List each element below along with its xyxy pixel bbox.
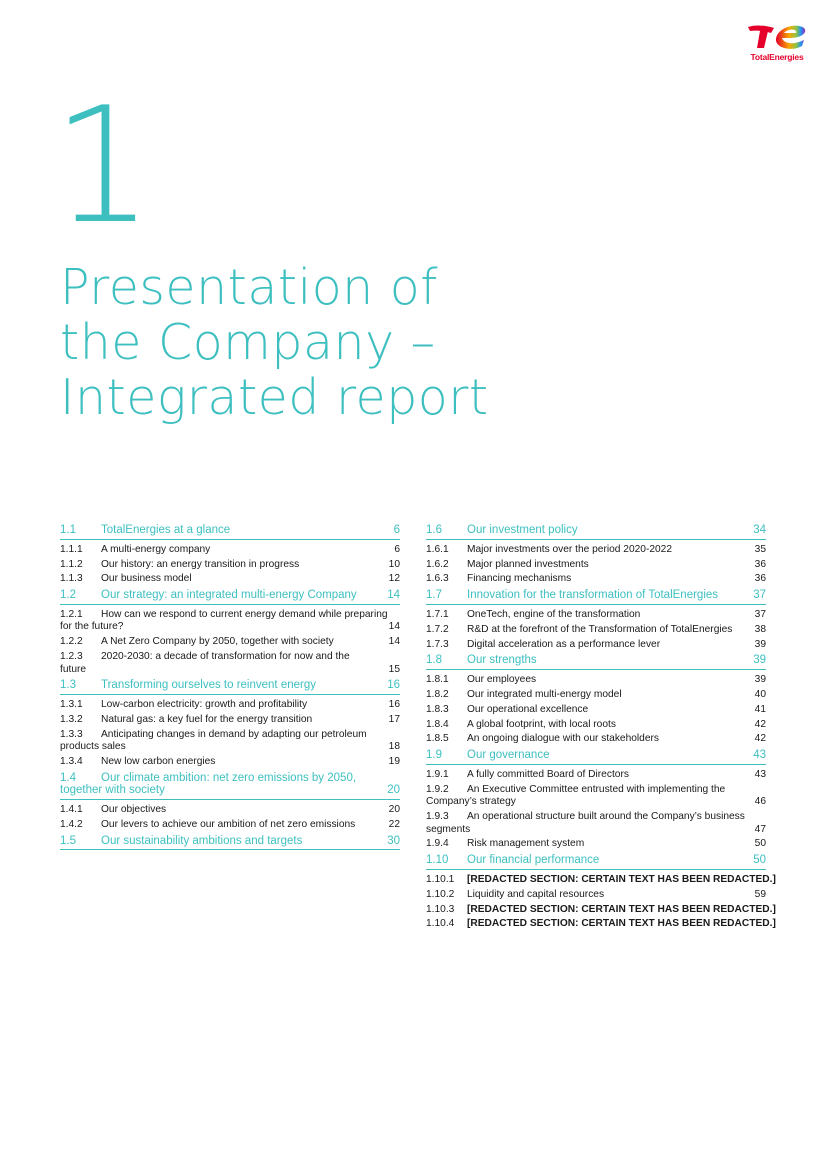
- toc-page: 6: [393, 524, 400, 536]
- toc-number: 1.5: [60, 834, 76, 847]
- toc-page: 50: [753, 854, 766, 867]
- toc-number: 1.10.4: [426, 918, 455, 930]
- toc-page: 14: [388, 621, 400, 633]
- toc-left-column: [60, 522, 400, 850]
- toc-number: 1.3.2: [60, 713, 83, 725]
- toc-page: 37: [753, 589, 766, 602]
- toc-title: TotalEnergies at a glance: [101, 524, 231, 536]
- toc-title: Our sustainability ambitions and targets: [101, 834, 303, 847]
- toc-page: 36: [754, 573, 766, 585]
- toc-item[interactable]: [426, 557, 766, 572]
- toc-page: 10: [388, 558, 400, 570]
- toc-number: 1.4.1: [60, 803, 83, 815]
- toc-item[interactable]: [426, 888, 766, 903]
- toc-section[interactable]: [60, 833, 400, 851]
- toc-number: 1.7.1: [426, 608, 449, 620]
- toc-title: R&D at the forefront of the Transformation of TotalEnergies: [467, 623, 733, 635]
- toc-item[interactable]: [426, 703, 766, 718]
- toc-item[interactable]: [426, 673, 766, 688]
- toc-title: A Net Zero Company by 2050, together with society: [101, 636, 334, 648]
- toc-title: Liquidity and capital resources: [467, 888, 605, 900]
- toc-title: Our objectives: [101, 803, 167, 815]
- totalenergies-logo: [746, 18, 808, 64]
- chapter-title-line: Presentation of: [60, 259, 439, 316]
- toc-page: 50: [754, 838, 766, 850]
- toc-item[interactable]: [426, 717, 766, 732]
- toc-item[interactable]: [426, 608, 766, 623]
- toc-item[interactable]: [426, 543, 766, 558]
- toc-number: 1.6.2: [426, 558, 449, 570]
- toc-item[interactable]: [426, 768, 766, 783]
- toc-page: 42: [754, 718, 766, 730]
- toc-title: Our integrated multi-energy model: [467, 688, 622, 700]
- toc-number: 1.4: [60, 771, 76, 784]
- toc-item[interactable]: [60, 755, 400, 770]
- chapter-title: [60, 260, 489, 425]
- toc-page: 34: [753, 524, 766, 536]
- toc-number: 1.8: [426, 654, 442, 667]
- toc-title: Innovation for the transformation of TotalEnergies: [467, 589, 719, 602]
- toc-title: Our operational excellence: [467, 703, 589, 715]
- toc-page: 39: [754, 638, 766, 650]
- toc-item[interactable]: [426, 572, 766, 587]
- toc-title: Major planned investments: [467, 558, 589, 570]
- toc-number: 1.9.2: [426, 783, 449, 795]
- toc-page: 42: [754, 733, 766, 745]
- toc-section[interactable]: [60, 587, 400, 605]
- toc-page: 20: [387, 784, 400, 797]
- toc-page: 41: [754, 703, 766, 715]
- toc-page: 43: [753, 749, 766, 762]
- toc-section[interactable]: [60, 677, 400, 695]
- toc-title: A fully committed Board of Directors: [467, 768, 629, 780]
- toc-number: 1.9: [426, 749, 442, 762]
- toc-number: 1.3.4: [60, 756, 83, 768]
- toc-number: 1.3: [60, 679, 76, 692]
- toc-page: 36: [754, 558, 766, 570]
- toc-title: Low-carbon electricity: growth and profitability: [101, 698, 308, 710]
- toc-number: 1.1.2: [60, 558, 83, 570]
- toc-number: 1.8.4: [426, 718, 449, 730]
- toc-page: 59: [754, 888, 766, 900]
- toc-number: 1.9.4: [426, 838, 449, 850]
- toc-right-column: [426, 522, 776, 932]
- toc-page: 38: [754, 623, 766, 635]
- toc-title: Financing mechanisms: [467, 573, 572, 585]
- toc-title: Our climate ambition: net zero emissions by 2050, together with society: [60, 771, 357, 797]
- toc-item[interactable]: [60, 728, 400, 755]
- toc-number: 1.10.3: [426, 903, 455, 915]
- toc-title: Our financial performance: [467, 854, 600, 867]
- toc-item[interactable]: [426, 902, 776, 917]
- toc-number: 1.7: [426, 589, 442, 602]
- toc-page: 16: [387, 679, 400, 692]
- toc-page: 39: [753, 654, 766, 667]
- toc-number: 1.2: [60, 589, 76, 602]
- toc-number: 1.10.1: [426, 873, 455, 885]
- toc-item[interactable]: [60, 543, 400, 558]
- toc-number: 1.9.3: [426, 811, 449, 823]
- toc-title: Our governance: [467, 749, 550, 762]
- toc-number: 1.7.3: [426, 638, 449, 650]
- toc-section[interactable]: [426, 587, 766, 605]
- toc-title: [REDACTED SECTION: CERTAIN TEXT HAS BEEN REDACTED.]: [467, 918, 776, 930]
- toc-number: 1.8.3: [426, 703, 449, 715]
- logo-wordmark: TotalEnergies: [750, 52, 804, 62]
- toc-number: 1.9.1: [426, 768, 449, 780]
- toc-number: 1.6: [426, 524, 442, 536]
- toc-page: 22: [388, 818, 400, 830]
- toc-page: 20: [388, 803, 400, 815]
- toc-item[interactable]: [426, 783, 766, 810]
- chapter-title-line: the Company –: [60, 314, 436, 371]
- toc-item[interactable]: [60, 572, 400, 587]
- toc-number: 1.8.2: [426, 688, 449, 700]
- toc-title: Risk management system: [467, 838, 585, 850]
- toc-section[interactable]: [60, 770, 400, 800]
- toc-title: Digital acceleration as a performance lever: [467, 638, 661, 650]
- toc-section[interactable]: [426, 747, 766, 765]
- toc-title: Anticipating changes in demand by adapting our petroleum products sales: [60, 728, 367, 753]
- toc-title: An ongoing dialogue with our stakeholders: [467, 733, 659, 745]
- toc-item[interactable]: [60, 650, 400, 677]
- toc-page: 6: [394, 543, 400, 555]
- toc-title: Our history: an energy transition in progress: [101, 558, 300, 570]
- toc-title: Natural gas: a key fuel for the energy transition: [101, 713, 313, 725]
- toc-number: 1.2.1: [60, 608, 83, 620]
- toc-page: 19: [388, 756, 400, 768]
- toc-title: Our investment policy: [467, 524, 578, 536]
- chapter-number: 1: [52, 72, 154, 259]
- toc-title: Our levers to achieve our ambition of net zero emissions: [101, 818, 356, 830]
- toc-title: Our employees: [467, 673, 537, 685]
- toc-page: 37: [754, 608, 766, 620]
- toc-item[interactable]: [426, 810, 766, 837]
- toc-title: [REDACTED SECTION: CERTAIN TEXT HAS BEEN REDACTED.]: [467, 903, 776, 915]
- toc-title: A global footprint, with local roots: [467, 718, 616, 730]
- toc-page: 12: [388, 573, 400, 585]
- toc-item[interactable]: [426, 623, 766, 638]
- toc-item[interactable]: [426, 688, 766, 703]
- toc-section[interactable]: [426, 852, 766, 870]
- toc-page: 15: [388, 663, 400, 675]
- toc-title: Major investments over the period 2020-2022: [467, 543, 672, 555]
- toc-title: OneTech, engine of the transformation: [467, 608, 641, 620]
- toc-title: Our business model: [101, 573, 192, 585]
- toc-number: 1.3.3: [60, 728, 83, 740]
- toc-number: 1.10: [426, 854, 449, 867]
- toc-page: 35: [754, 543, 766, 555]
- toc-item[interactable]: [60, 698, 400, 713]
- toc-title: Transforming ourselves to reinvent energy: [101, 679, 316, 692]
- toc-number: 1.8.1: [426, 673, 449, 685]
- toc-number: 1.3.1: [60, 698, 83, 710]
- toc-item[interactable]: [60, 608, 400, 635]
- toc-item[interactable]: [426, 873, 776, 888]
- toc-number: 1.1: [60, 524, 76, 536]
- toc-item[interactable]: [426, 837, 766, 852]
- toc-page: 17: [388, 713, 400, 725]
- toc-section[interactable]: [426, 652, 766, 670]
- toc-page: 18: [388, 741, 400, 753]
- toc-item[interactable]: [60, 635, 400, 650]
- toc-title: An operational structure built around the Company’s business segments: [426, 811, 745, 835]
- toc-title: Our strategy: an integrated multi-energy Company: [101, 589, 357, 602]
- toc-page: 30: [387, 834, 400, 847]
- toc-item[interactable]: [60, 557, 400, 572]
- toc-number: 1.1.3: [60, 573, 83, 585]
- toc-item[interactable]: [426, 637, 766, 652]
- toc-number: 1.10.2: [426, 888, 455, 900]
- toc-title: Our strengths: [467, 654, 537, 667]
- toc-section[interactable]: [60, 522, 400, 540]
- toc-page: 43: [754, 768, 766, 780]
- toc-number: 1.1.1: [60, 543, 83, 555]
- toc-title: A multi-energy company: [101, 543, 211, 555]
- toc-page: 14: [387, 589, 400, 602]
- toc-section[interactable]: [426, 522, 766, 540]
- toc-page: 39: [754, 673, 766, 685]
- toc-item[interactable]: [426, 917, 776, 932]
- toc-title: An Executive Committee entrusted with implementing the Company’s strategy: [426, 783, 726, 808]
- toc-number: 1.8.5: [426, 733, 449, 745]
- toc-number: 1.6.3: [426, 573, 449, 585]
- toc-item[interactable]: [60, 803, 400, 818]
- toc-title: 2020-2030: a decade of transformation for now and the future: [60, 651, 350, 675]
- logo-swoosh-icon: [746, 18, 808, 52]
- toc-item[interactable]: [60, 818, 400, 833]
- toc-item[interactable]: [426, 732, 766, 747]
- toc-number: 1.7.2: [426, 623, 449, 635]
- toc-number: 1.6.1: [426, 543, 449, 555]
- toc-page: 47: [754, 823, 766, 835]
- chapter-title-line: Integrated report: [60, 369, 489, 426]
- toc-title: New low carbon energies: [101, 756, 216, 768]
- toc-page: 46: [754, 796, 766, 808]
- toc-page: 14: [388, 636, 400, 648]
- toc-number: 1.4.2: [60, 818, 83, 830]
- toc-page: 16: [388, 698, 400, 710]
- toc-number: 1.2.2: [60, 636, 83, 648]
- toc-title: [REDACTED SECTION: CERTAIN TEXT HAS BEEN REDACTED.]: [467, 873, 776, 885]
- toc-title: How can we respond to current energy demand while preparing for the future?: [60, 608, 388, 633]
- toc-item[interactable]: [60, 713, 400, 728]
- toc-number: 1.2.3: [60, 651, 83, 663]
- toc-page: 40: [754, 688, 766, 700]
